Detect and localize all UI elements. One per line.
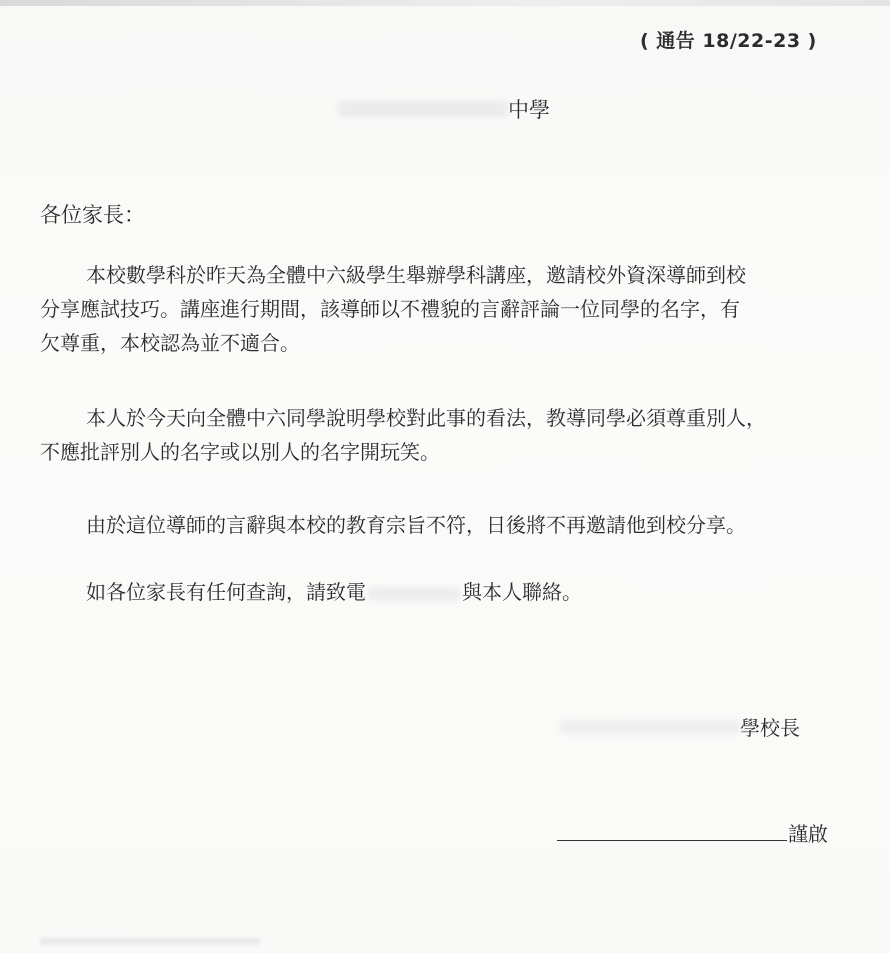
paragraph-line: 由於這位導師的言辭與本校的教育宗旨不符，日後將不再邀請他到校分享。	[86, 513, 746, 537]
contact-text-before: 如各位家長有任何查詢，請致電	[86, 580, 366, 604]
school-name-suffix: 中學	[508, 98, 550, 122]
paragraph-line: 欠尊重，本校認為並不適合。	[40, 331, 300, 355]
paragraph-incident	[40, 258, 840, 360]
paragraph-decision	[40, 508, 840, 542]
paragraph-line	[40, 575, 840, 609]
salutation: 各位家長：	[40, 203, 145, 227]
closing-phrase: 謹啟	[788, 822, 828, 846]
paragraph-contact	[40, 575, 840, 609]
redacted-principal-name	[560, 720, 740, 734]
school-name-header	[338, 94, 550, 122]
principal-signature-block	[560, 712, 800, 741]
redacted-phone-number	[368, 587, 460, 601]
paragraph-principal-response	[40, 401, 840, 469]
paragraph-line: 分享應試技巧。講座進行期間，該導師以不禮貌的言辭評論一位同學的名字，有	[40, 297, 740, 321]
signature-line	[557, 840, 787, 841]
notice-reference-number: ( 通告 18/22-23 )	[640, 30, 817, 52]
redacted-school-name	[338, 101, 508, 117]
page-bottom-mark	[40, 938, 260, 944]
contact-text-after: 與本人聯絡。	[462, 580, 582, 604]
paragraph-line: 本校數學科於昨天為全體中六級學生舉辦學科講座，邀請校外資深導師到校	[86, 263, 746, 287]
paragraph-line: 不應批評別人的名字或以別人的名字開玩笑。	[40, 440, 440, 464]
principal-title: 學校長	[740, 716, 800, 740]
page-top-edge	[0, 0, 890, 6]
paragraph-line: 本人於今天向全體中六同學說明學校對此事的看法，教導同學必須尊重別人，	[86, 406, 766, 430]
